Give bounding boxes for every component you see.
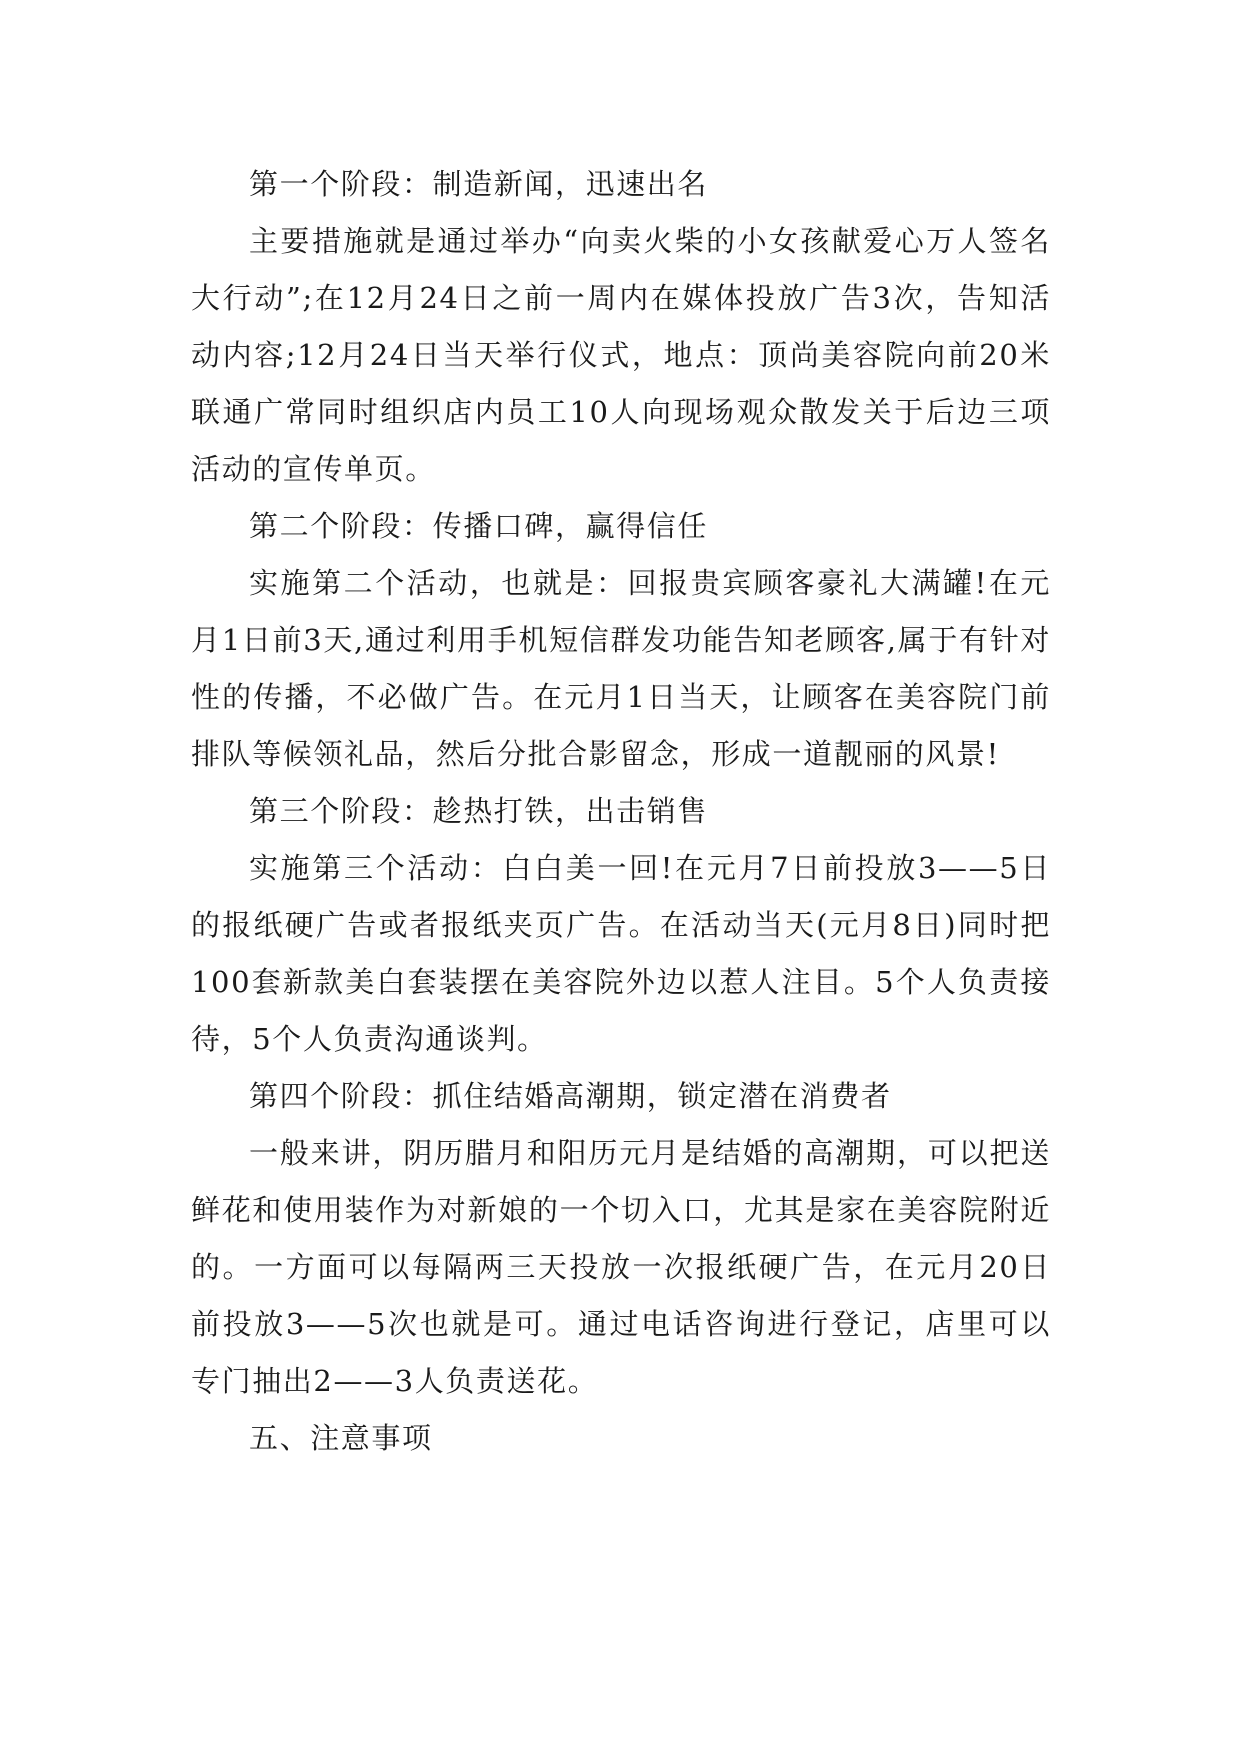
stage-two-body: 实施第二个活动，也就是：回报贵宾顾客豪礼大满罐!在元月1日前3天,通过利用手机短信群发功能告知老顾客,属于有针对性的传播，不必做广告。在元月1日当天，让顾客在美容院门前排队等候领礼品，然后分批合影留念，形成一道靓丽的风景!	[191, 566, 1051, 771]
stage-four-heading: 第四个阶段：抓住结婚高潮期，锁定潜在消费者	[249, 1079, 892, 1113]
stage-one-heading: 第一个阶段：制造新闻，迅速出名	[249, 167, 709, 201]
stage-three-heading: 第三个阶段：趁热打铁，出击销售	[249, 794, 709, 828]
stage-one-body: 主要措施就是通过举办“向卖火柴的小女孩献爱心万人签名大行动”;在12月24日之前一周内在媒体投放广告3次，告知活动内容;12月24日当天举行仪式，地点：顶尚美容院向前20米联通广常同时组织店内员工10人向现场观众散发关于后边三项活动的宣传单页。	[191, 224, 1051, 486]
stage-four-body: 一般来讲，阴历腊月和阳历元月是结婚的高潮期，可以把送鲜花和使用装作为对新娘的一个切入口，尤其是家在美容院附近的。一方面可以每隔两三天投放一次报纸硬广告，在元月20日前投放3——5次也就是可。通过电话咨询进行登记，店里可以专门抽出2——3人负责送花。	[191, 1136, 1051, 1398]
stage-three-body: 实施第三个活动：白白美一回!在元月7日前投放3——5日的报纸硬广告或者报纸夹页广告。在活动当天(元月8日)同时把100套新款美白套装摆在美容院外边以惹人注目。5个人负责接待，5个人负责沟通谈判。	[191, 851, 1051, 1056]
section-five-heading: 五、注意事项	[249, 1421, 433, 1455]
stage-two-heading: 第二个阶段：传播口碑，赢得信任	[249, 509, 709, 543]
document-body	[191, 156, 1051, 1467]
